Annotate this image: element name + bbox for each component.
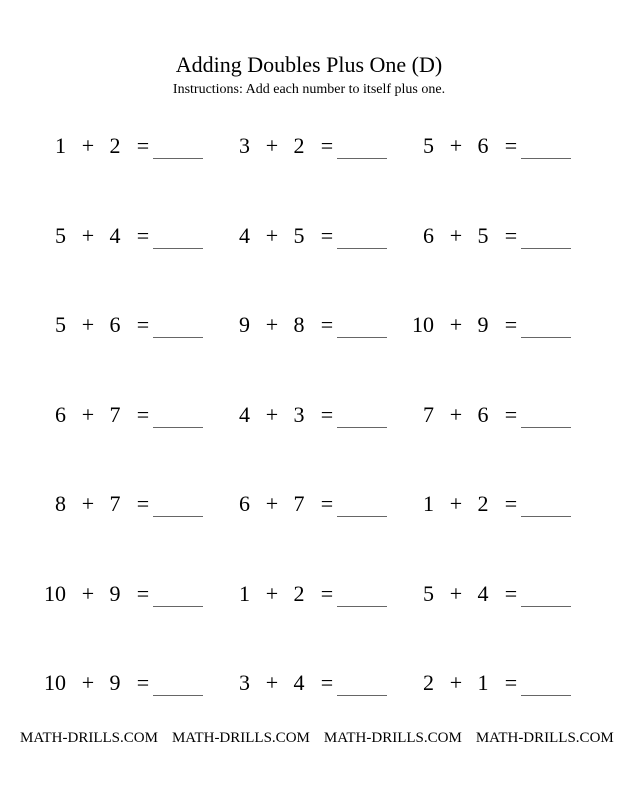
equals-sign: = [136,401,150,427]
addend-a: 1 [423,491,434,516]
addend-a: 1 [239,580,250,606]
addend-b: 9 [477,312,489,337]
answer-blank[interactable] [153,337,203,338]
answer-blank[interactable] [521,337,571,338]
answer-blank[interactable] [337,248,387,249]
addend-a: 2 [423,670,434,695]
equals-sign: = [136,491,150,516]
addend-a: 10 [44,580,66,606]
problem-item [222,665,397,701]
equals-sign: = [320,580,334,606]
addend-b: 5 [293,222,305,248]
problem-item [222,397,397,433]
problem-item [406,665,581,701]
worksheet-instructions: Instructions: Add each number to itself plus one. [172,82,446,97]
answer-blank[interactable] [521,516,571,517]
addend-a: 9 [239,312,250,337]
plus-sign: + [81,670,95,695]
equals-sign: = [504,670,518,695]
addend-a: 3 [239,133,250,158]
plus-sign: + [81,401,95,427]
equals-sign: = [136,670,150,695]
answer-blank[interactable] [153,248,203,249]
addend-b: 9 [109,580,121,606]
worksheet-title: Adding Doubles Plus One (D) [175,52,443,77]
equals-sign: = [136,222,150,248]
plus-sign: + [449,312,463,337]
addend-a: 5 [423,133,434,158]
plus-sign: + [449,222,463,248]
addend-a: 10 [412,312,434,337]
footer-watermark [20,726,614,750]
addend-b: 6 [477,133,489,158]
addend-a: 7 [423,401,434,427]
problem-item [222,218,397,254]
problem-item [406,218,581,254]
plus-sign: + [265,670,279,695]
problem-item [38,128,213,164]
plus-sign: + [265,580,279,606]
plus-sign: + [81,312,95,337]
plus-sign: + [265,222,279,248]
answer-blank[interactable] [521,606,571,607]
addend-a: 6 [239,491,250,516]
equals-sign: = [504,133,518,158]
answer-blank[interactable] [337,516,387,517]
equals-sign: = [504,491,518,516]
answer-blank[interactable] [337,337,387,338]
plus-sign: + [449,133,463,158]
equals-sign: = [320,312,334,337]
equals-sign: = [136,312,150,337]
footer-watermark-text: MATH-DRILLS.COM [475,730,614,746]
addend-b: 2 [109,133,121,158]
problem-item [406,307,581,343]
addend-b: 2 [293,580,305,606]
answer-blank[interactable] [153,427,203,428]
plus-sign: + [265,312,279,337]
problem-item [222,486,397,522]
plus-sign: + [449,580,463,606]
problem-item [406,128,581,164]
addend-a: 5 [55,312,66,337]
addend-b: 9 [109,670,121,695]
equals-sign: = [320,222,334,248]
addend-b: 7 [109,401,121,427]
addend-b: 4 [293,670,305,695]
answer-blank[interactable] [337,606,387,607]
addend-a: 6 [55,401,66,427]
equals-sign: = [136,580,150,606]
footer-watermark-text: MATH-DRILLS.COM [20,730,158,746]
equals-sign: = [320,491,334,516]
footer-watermark-text: MATH-DRILLS.COM [171,730,310,746]
addend-a: 5 [55,222,66,248]
equals-sign: = [320,401,334,427]
problem-item [222,576,397,612]
answer-blank[interactable] [521,248,571,249]
problem-item [38,397,213,433]
equals-sign: = [504,580,518,606]
answer-blank[interactable] [153,695,203,696]
plus-sign: + [81,133,95,158]
footer-watermark-text: MATH-DRILLS.COM [323,730,462,746]
plus-sign: + [81,491,95,516]
addend-b: 4 [109,222,121,248]
plus-sign: + [449,491,463,516]
addend-b: 4 [477,580,489,606]
problem-item [406,576,581,612]
plus-sign: + [265,491,279,516]
problem-item [38,486,213,522]
answer-blank[interactable] [337,427,387,428]
answer-blank[interactable] [337,695,387,696]
plus-sign: + [265,401,279,427]
problem-item [222,307,397,343]
problem-item [406,397,581,433]
addend-b: 5 [477,222,489,248]
problem-item [38,576,213,612]
answer-blank[interactable] [337,158,387,159]
addend-b: 6 [109,312,121,337]
addend-a: 6 [423,222,434,248]
addend-a: 10 [44,670,66,695]
problem-item [38,307,213,343]
addend-b: 1 [477,670,489,695]
plus-sign: + [81,222,95,248]
equals-sign: = [504,401,518,427]
addend-b: 3 [293,401,305,427]
addend-a: 4 [239,401,250,427]
problem-item [38,665,213,701]
equals-sign: = [320,133,334,158]
plus-sign: + [449,401,463,427]
answer-blank[interactable] [521,427,571,428]
answer-blank[interactable] [153,158,203,159]
equals-sign: = [136,133,150,158]
problem-item [222,128,397,164]
answer-blank[interactable] [153,516,203,517]
addend-a: 4 [239,222,250,248]
addend-a: 5 [423,580,434,606]
answer-blank[interactable] [153,606,203,607]
addend-a: 3 [239,670,250,695]
plus-sign: + [81,580,95,606]
addend-a: 8 [55,491,66,516]
addend-b: 2 [477,491,489,516]
plus-sign: + [449,670,463,695]
plus-sign: + [265,133,279,158]
addend-b: 2 [293,133,305,158]
equals-sign: = [504,222,518,248]
addend-b: 7 [109,491,121,516]
problem-item [406,486,581,522]
addend-b: 8 [293,312,305,337]
answer-blank[interactable] [521,158,571,159]
answer-blank[interactable] [521,695,571,696]
addend-a: 1 [55,133,66,158]
equals-sign: = [320,670,334,695]
addend-b: 7 [293,491,305,516]
addend-b: 6 [477,401,489,427]
equals-sign: = [504,312,518,337]
problem-item [38,218,213,254]
